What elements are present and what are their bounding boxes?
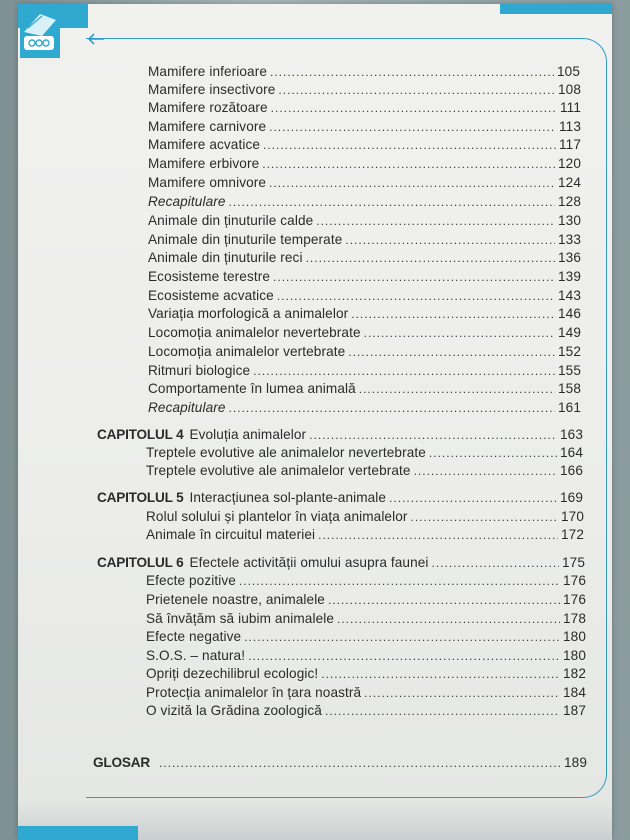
toc-entry-page: 180: [563, 629, 586, 644]
toc-entry-title: Efecte pozitive: [146, 573, 236, 588]
toc-entry[interactable]: [146, 685, 586, 700]
toc-entry-page: 130: [558, 213, 581, 228]
toc-entry-title: Locomoția animalelor vertebrate: [148, 344, 346, 359]
chapter-label: CAPITOLUL 4: [97, 427, 184, 442]
toc-entry-page: 182: [563, 666, 586, 681]
toc-entry-page: 164: [560, 445, 583, 460]
toc-entry-title: Mamifere erbivore: [148, 156, 260, 171]
leader-dots: [359, 382, 555, 396]
leader-dots: [411, 510, 559, 524]
leader-dots: [270, 65, 554, 79]
toc-entry-title: Animale din ținuturile temperate: [148, 232, 343, 247]
toc-entry[interactable]: [146, 666, 586, 681]
toc-entry[interactable]: [148, 175, 581, 190]
toc-entry-title: Treptele evolutive ale animalelor vertebrate: [146, 463, 411, 478]
toc-entry-page: 170: [561, 509, 584, 524]
leader-dots: [269, 120, 556, 134]
leader-dots: [269, 176, 555, 190]
toc-entry[interactable]: [148, 194, 581, 209]
toc-entry-page: 178: [563, 611, 586, 626]
leader-dots: [248, 649, 560, 663]
leader-dots: [432, 556, 559, 570]
toc-entry-page: 139: [558, 269, 581, 284]
chapter-label: CAPITOLUL 6: [97, 555, 184, 570]
toc-entry[interactable]: [148, 82, 581, 97]
toc-entry[interactable]: [148, 269, 581, 284]
toc-entry[interactable]: [148, 344, 581, 359]
toc-entry-page: 180: [563, 648, 586, 663]
toc-entry-page: 124: [558, 175, 581, 190]
toc-entry-title: Comportamente în lumea animală: [148, 381, 356, 396]
toc-entry[interactable]: [146, 703, 586, 718]
chapter-page: 163: [560, 427, 583, 442]
leader-dots: [321, 667, 560, 681]
toc-entry-title: Prietenele noastre, animalele: [146, 592, 325, 607]
toc-entry-title: Locomoția animalelor nevertebrate: [148, 325, 361, 340]
toc-entry[interactable]: [148, 325, 581, 340]
leader-dots: [277, 289, 555, 303]
leader-dots: [389, 491, 557, 505]
toc-entry-page: 113: [559, 119, 581, 134]
toc-entry-page: 133: [558, 232, 581, 247]
leader-dots: [306, 251, 555, 265]
toc-entry-title: Ecosisteme terestre: [148, 269, 271, 284]
toc-entry[interactable]: [146, 463, 583, 478]
toc-entry-page: 184: [563, 685, 586, 700]
toc-entry-title: Recapitulare: [148, 194, 226, 209]
toc-entry-title: Mamifere acvatice: [148, 137, 260, 152]
toc-entry-title: Mamifere omnivore: [148, 175, 267, 190]
leader-dots: [364, 686, 560, 700]
leader-dots: [278, 83, 555, 97]
leader-dots: [309, 428, 557, 442]
toc-entry-page: 111: [560, 100, 581, 115]
toc-entry-title: Mamifere insectivore: [148, 82, 276, 97]
chapter-page: 169: [560, 490, 583, 505]
leader-dots: [345, 233, 555, 247]
leader-dots: [318, 528, 558, 542]
toc-entry-title: Ecosisteme acvatice: [148, 288, 274, 303]
toc-entry-title: Rolul solului și plantelor în viața animalelor: [146, 509, 408, 524]
toc-entry[interactable]: [148, 381, 581, 396]
leader-dots: [429, 446, 557, 460]
toc-entry-title: O vizită la Grădina zoologică: [146, 703, 322, 718]
leader-dots: [325, 704, 560, 718]
toc-entry-page: 146: [558, 306, 581, 321]
leader-dots: [239, 574, 560, 588]
leader-dots: [351, 307, 555, 321]
toc-entry-page: 143: [558, 288, 581, 303]
toc-entry[interactable]: [146, 445, 583, 460]
leader-dots: [271, 101, 557, 115]
glossary-title: GLOSAR: [93, 755, 150, 770]
toc-entry-page: 105: [557, 64, 580, 79]
toc-entry-title: Ritmuri biologice: [148, 363, 251, 378]
chapter-heading[interactable]: [97, 427, 583, 442]
leader-dots: [337, 612, 560, 626]
toc-entry-page: 176: [563, 592, 586, 607]
toc-entry[interactable]: [146, 527, 584, 542]
toc-entry-page: 172: [561, 527, 584, 542]
toc-entry[interactable]: [146, 573, 586, 588]
toc-entry-page: 166: [560, 463, 583, 478]
toc-entry-page: 108: [558, 82, 581, 97]
toc-entry-title: Mamifere rozătoare: [148, 100, 268, 115]
toc-entry[interactable]: [148, 232, 581, 247]
toc-entry-page: 187: [563, 703, 586, 718]
toc-entry[interactable]: [148, 306, 581, 321]
leader-dots: [328, 593, 560, 607]
toc-entry-page: 136: [558, 250, 581, 265]
leader-dots: [159, 756, 561, 770]
leader-dots: [414, 464, 557, 478]
toc-entry[interactable]: [148, 137, 581, 152]
toc-entry-title: Efecte negative: [146, 629, 242, 644]
toc-entry[interactable]: [148, 250, 581, 265]
toc-entry-page: 155: [558, 363, 581, 378]
toc-entry-title: Mamifere carnivore: [148, 119, 267, 134]
toc-entry-page: 152: [558, 344, 581, 359]
toc-entry[interactable]: [146, 611, 586, 626]
toc-entry[interactable]: [146, 648, 586, 663]
chapter-label: CAPITOLUL 5: [97, 490, 184, 505]
toc-entry-page: 128: [558, 194, 581, 209]
toc-entry[interactable]: [148, 119, 581, 134]
toc-entry-title: Animale în circuitul materiei: [146, 527, 316, 542]
toc-entry[interactable]: [146, 592, 586, 607]
toc-entry-title: Animale din ținuturile calde: [148, 213, 314, 228]
leader-dots: [253, 364, 555, 378]
leader-dots: [316, 214, 555, 228]
toc-entry-title: Treptele evolutive ale animalelor nevertebrate: [146, 445, 426, 460]
chapter-title: Efectele activității omului asupra faunei: [189, 555, 429, 570]
toc-entry-page: 176: [563, 573, 586, 588]
toc-entry-title: Să învățăm să iubim animalele: [146, 611, 335, 626]
toc-entry[interactable]: [148, 400, 581, 415]
toc-entry[interactable]: [148, 213, 581, 228]
toc-entry-title: S.O.S. – natura!: [146, 648, 246, 663]
leader-dots: [364, 326, 555, 340]
toc-entry[interactable]: [146, 629, 586, 644]
glossary-page: 189: [564, 755, 587, 770]
toc-entry-page: 149: [558, 325, 581, 340]
toc-entry[interactable]: [148, 156, 581, 171]
toc-entry[interactable]: [146, 509, 584, 524]
toc-entry-title: Protecția animalelor în țara noastră: [146, 685, 362, 700]
toc-entry-title: Recapitulare: [148, 400, 226, 415]
toc-entry[interactable]: [148, 64, 580, 79]
toc-entry-page: 158: [558, 381, 581, 396]
toc-entry-title: Animale din ținuturile reci: [148, 250, 303, 265]
leader-dots: [262, 157, 555, 171]
toc-entry-page: 120: [558, 156, 581, 171]
leader-dots: [263, 138, 556, 152]
toc-entry[interactable]: [148, 363, 581, 378]
leader-dots: [273, 270, 555, 284]
glossary-entry[interactable]: [93, 755, 587, 770]
toc-entry[interactable]: [148, 100, 581, 115]
leader-dots: [229, 195, 555, 209]
toc-entry-page: 161: [558, 400, 581, 415]
leader-dots: [348, 345, 555, 359]
leader-dots: [229, 401, 555, 415]
chapter-heading[interactable]: [97, 555, 585, 570]
toc-entry-title: Mamifere inferioare: [148, 64, 267, 79]
chapter-title: Interacțiunea sol-plante-animale: [189, 490, 387, 505]
toc-entry-page: 117: [559, 137, 581, 152]
page-bottom-tab: [18, 826, 138, 840]
chapter-title: Evoluția animalelor: [189, 427, 307, 442]
leader-dots: [244, 630, 560, 644]
chapter-heading[interactable]: [97, 490, 583, 505]
chapter-page: 175: [562, 555, 585, 570]
toc-entry-title: Variația morfologică a animalelor: [148, 306, 349, 321]
toc-entry[interactable]: [148, 288, 581, 303]
toc-entry-title: Opriți dezechilibrul ecologic!: [146, 666, 319, 681]
